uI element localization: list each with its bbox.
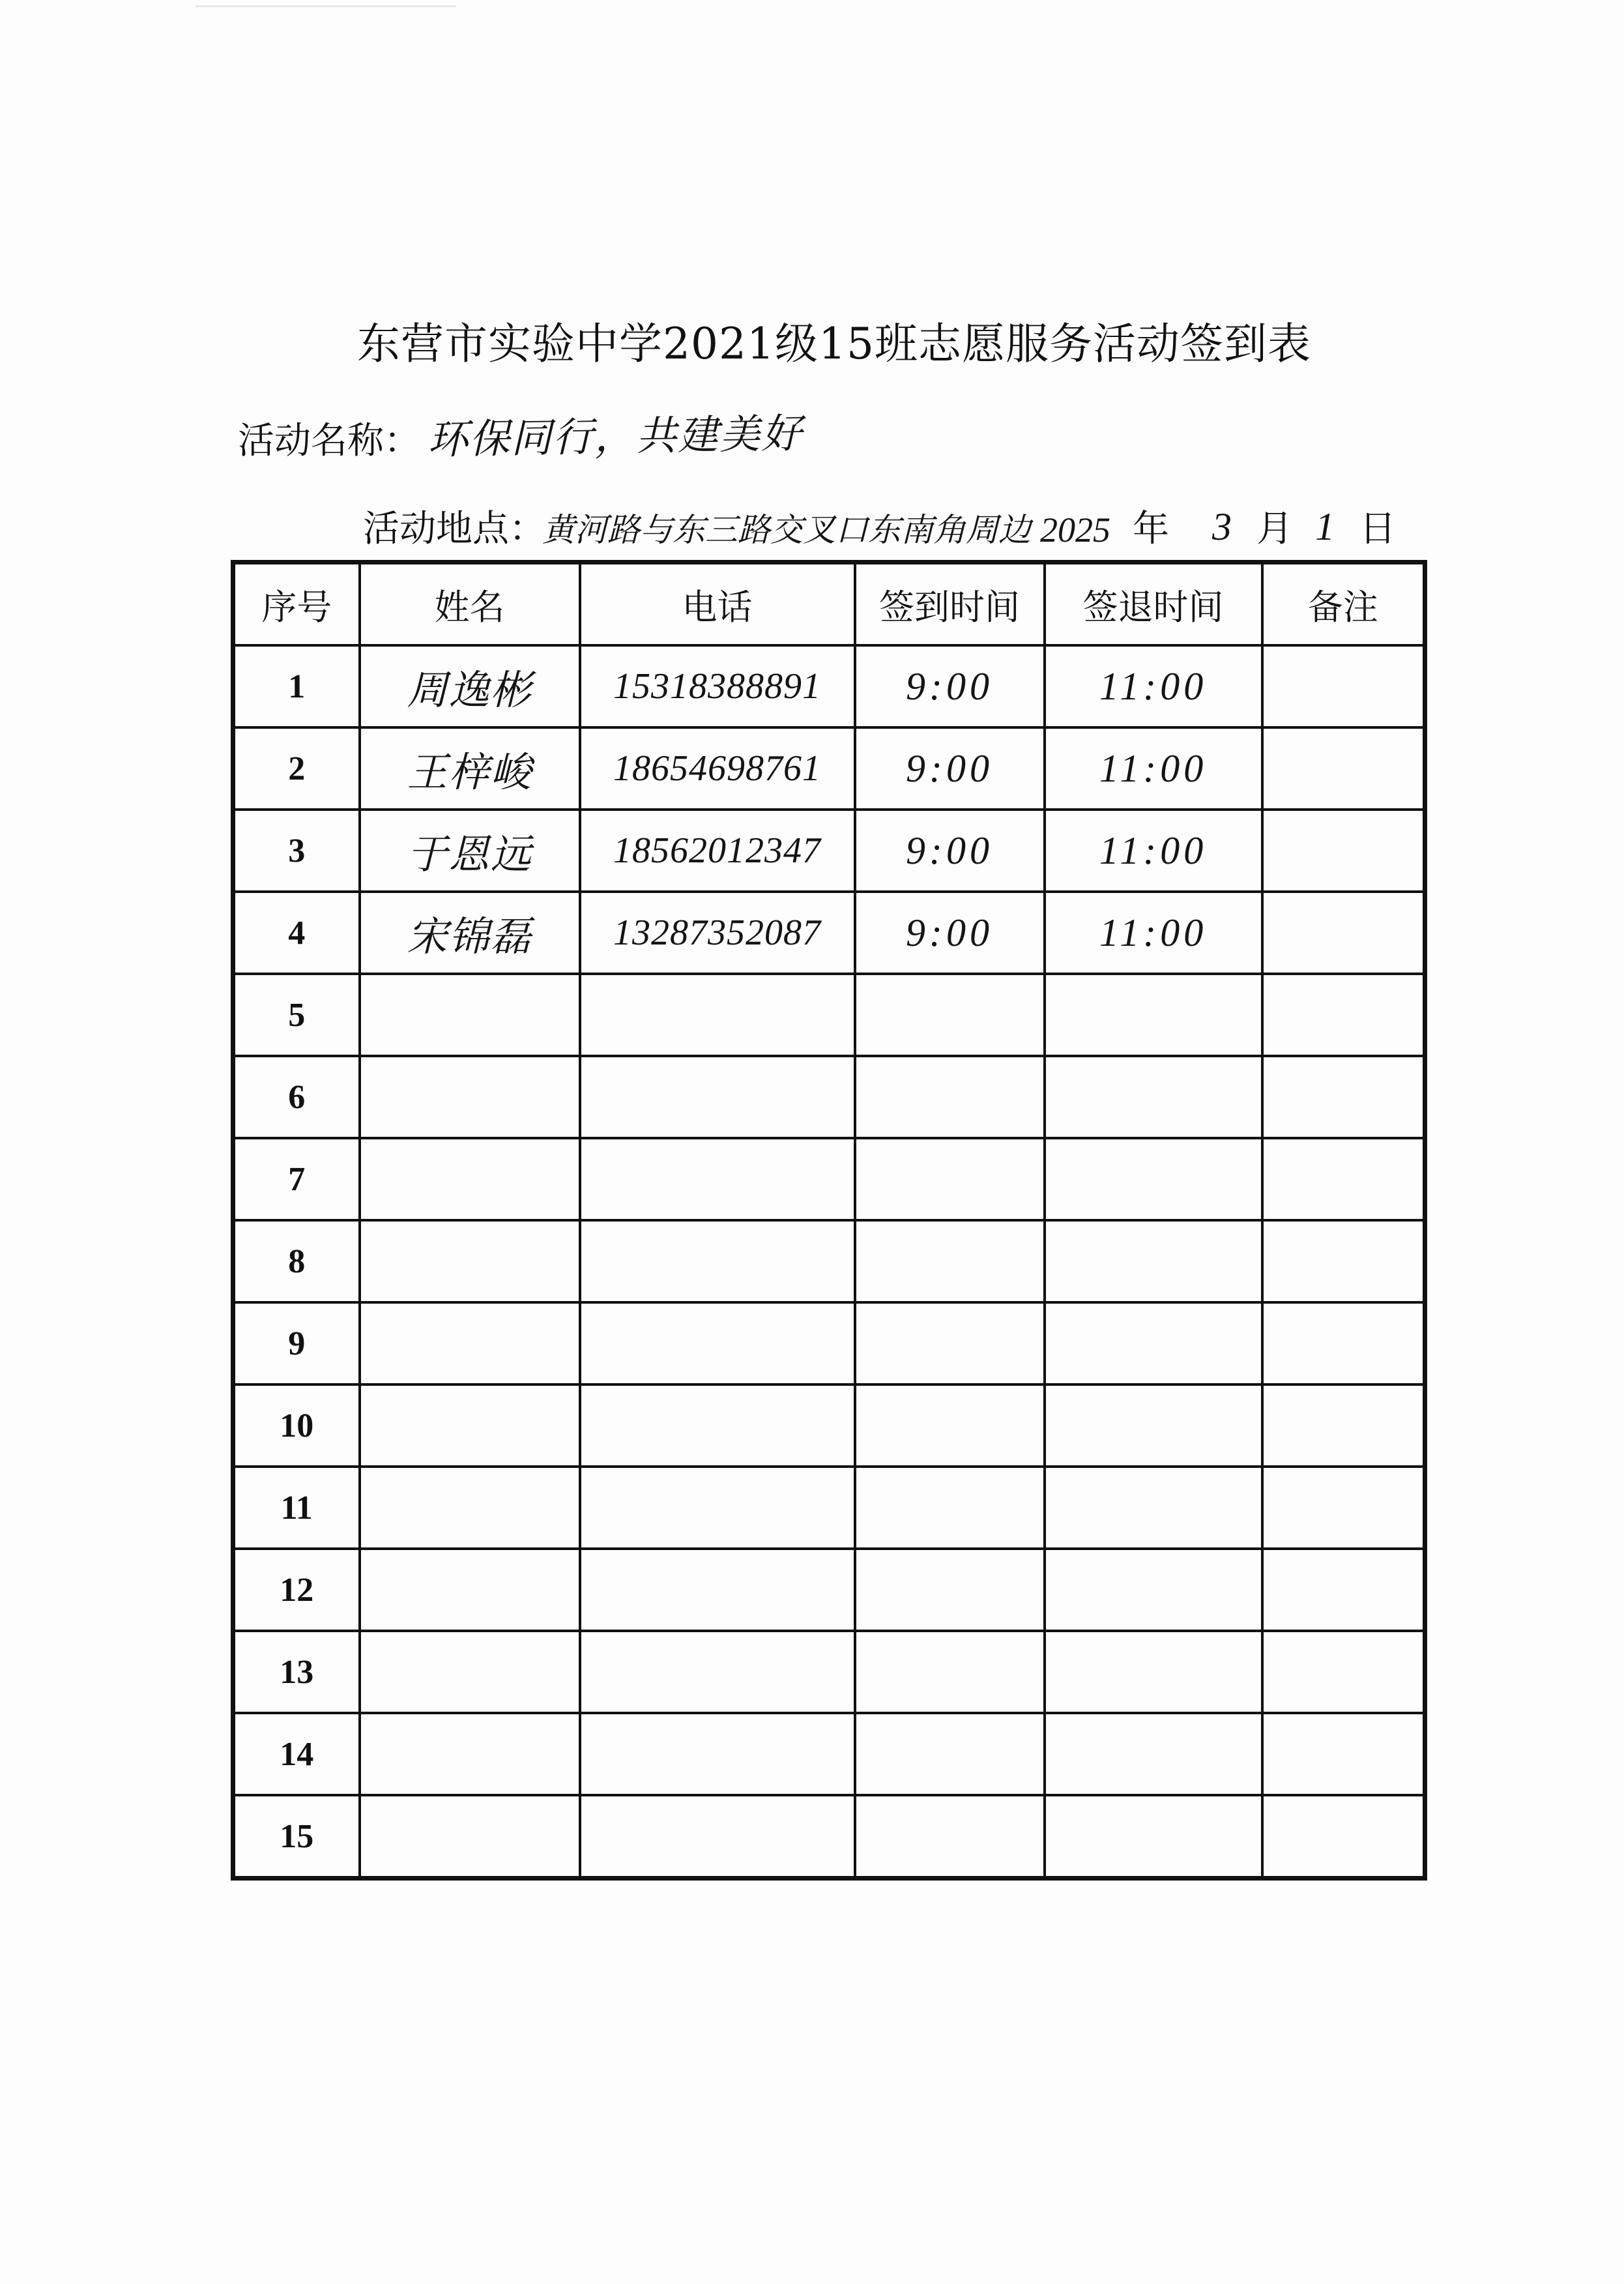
phone-cell: 18562012347 xyxy=(580,810,855,892)
sign-in-time-cell: 9:00 xyxy=(855,892,1045,974)
name-cell xyxy=(360,1220,580,1302)
activity-location-label: 活动地点： xyxy=(363,508,545,550)
sign-out-time-cell: 11:00 xyxy=(1045,892,1262,974)
table-row xyxy=(233,645,1425,727)
name-cell xyxy=(360,1549,580,1631)
row-number: 8 xyxy=(233,1220,360,1302)
sign-in-time-cell xyxy=(855,1138,1045,1220)
sign-out-time-cell xyxy=(1045,974,1262,1056)
sign-in-time-cell xyxy=(855,1220,1045,1302)
table-row xyxy=(233,810,1425,892)
remarks-cell xyxy=(1262,1138,1425,1220)
sign-in-time-cell xyxy=(855,1795,1045,1879)
remarks-cell xyxy=(1262,810,1425,892)
name-cell xyxy=(360,1795,580,1879)
sign-out-time-cell xyxy=(1045,1302,1262,1384)
table-row xyxy=(233,1795,1425,1879)
sign-out-time-cell: 11:00 xyxy=(1045,727,1262,810)
row-number: 12 xyxy=(233,1549,360,1631)
column-header-name: 姓名 xyxy=(360,563,580,646)
row-number: 9 xyxy=(233,1302,360,1384)
sign-out-time-cell: 11:00 xyxy=(1045,810,1262,892)
remarks-cell xyxy=(1262,1384,1425,1467)
remarks-cell xyxy=(1262,1631,1425,1713)
sign-in-table xyxy=(231,560,1427,1881)
sign-in-time-cell: 9:00 xyxy=(855,810,1045,892)
table-row xyxy=(233,974,1425,1056)
phone-cell xyxy=(580,1795,855,1879)
remarks-cell xyxy=(1262,1795,1425,1879)
name-cell xyxy=(360,1056,580,1138)
sign-in-time-cell xyxy=(855,1467,1045,1549)
date-month-handwritten: 3 xyxy=(1212,505,1232,548)
sign-out-time-cell xyxy=(1045,1384,1262,1467)
sign-in-time-cell xyxy=(855,1302,1045,1384)
row-number: 11 xyxy=(233,1467,360,1549)
sign-out-time-cell xyxy=(1045,1220,1262,1302)
phone-cell xyxy=(580,1549,855,1631)
sign-out-time-cell xyxy=(1045,1467,1262,1549)
date-month-label: 月 xyxy=(1256,508,1293,550)
name-cell: 王梓峻 xyxy=(360,727,580,810)
date-day-label: 日 xyxy=(1359,508,1396,550)
column-header-phone: 电话 xyxy=(580,563,855,646)
remarks-cell xyxy=(1262,892,1425,974)
remarks-cell xyxy=(1262,974,1425,1056)
activity-name-handwritten: 环保同行，共建美好 xyxy=(427,411,804,463)
column-header-sign-in-time: 签到时间 xyxy=(855,563,1045,646)
remarks-cell xyxy=(1262,1467,1425,1549)
document-title: 东营市实验中学2021级15班志愿服务活动签到表 xyxy=(357,319,1311,369)
sign-in-time-cell xyxy=(855,1549,1045,1631)
table-header-row xyxy=(233,563,1425,646)
table-row xyxy=(233,1056,1425,1138)
table-row xyxy=(233,1713,1425,1795)
date-day-handwritten: 1 xyxy=(1315,505,1335,548)
row-number: 5 xyxy=(233,974,360,1056)
table-row xyxy=(233,1384,1425,1467)
activity-name-label: 活动名称： xyxy=(238,420,420,462)
sign-in-time-cell xyxy=(855,1056,1045,1138)
row-number: 2 xyxy=(233,727,360,810)
name-cell: 宋锦磊 xyxy=(360,892,580,974)
date-year-handwritten: 2025 xyxy=(1040,510,1110,549)
remarks-cell xyxy=(1262,1713,1425,1795)
row-number: 7 xyxy=(233,1138,360,1220)
row-number: 15 xyxy=(233,1795,360,1879)
sign-in-time-cell xyxy=(855,974,1045,1056)
remarks-cell xyxy=(1262,1549,1425,1631)
phone-cell xyxy=(580,1138,855,1220)
phone-cell xyxy=(580,1384,855,1467)
phone-cell: 13287352087 xyxy=(580,892,855,974)
sign-out-time-cell xyxy=(1045,1713,1262,1795)
table-row xyxy=(233,1138,1425,1220)
name-cell: 周逸彬 xyxy=(360,645,580,727)
sign-out-time-cell: 11:00 xyxy=(1045,645,1262,727)
sign-out-time-cell xyxy=(1045,1795,1262,1879)
sign-out-time-cell xyxy=(1045,1549,1262,1631)
row-number: 13 xyxy=(233,1631,360,1713)
row-number: 4 xyxy=(233,892,360,974)
remarks-cell xyxy=(1262,1056,1425,1138)
phone-cell: 18654698761 xyxy=(580,727,855,810)
row-number: 3 xyxy=(233,810,360,892)
sign-out-time-cell xyxy=(1045,1138,1262,1220)
phone-cell xyxy=(580,1713,855,1795)
table-row xyxy=(233,1467,1425,1549)
phone-cell xyxy=(580,1220,855,1302)
table-row xyxy=(233,727,1425,810)
name-cell xyxy=(360,974,580,1056)
remarks-cell xyxy=(1262,1302,1425,1384)
date-year-label: 年 xyxy=(1133,508,1169,550)
phone-cell xyxy=(580,1631,855,1713)
table-row xyxy=(233,1220,1425,1302)
table-body xyxy=(233,645,1425,1879)
name-cell: 于恩远 xyxy=(360,810,580,892)
name-cell xyxy=(360,1631,580,1713)
name-cell xyxy=(360,1138,580,1220)
sign-out-time-cell xyxy=(1045,1056,1262,1138)
phone-cell xyxy=(580,1467,855,1549)
row-number: 10 xyxy=(233,1384,360,1467)
row-number: 6 xyxy=(233,1056,360,1138)
sign-in-time-cell xyxy=(855,1384,1045,1467)
column-header-remarks: 备注 xyxy=(1262,563,1425,646)
sign-in-time-cell xyxy=(855,1631,1045,1713)
remarks-cell xyxy=(1262,727,1425,810)
name-cell xyxy=(360,1302,580,1384)
remarks-cell xyxy=(1262,1220,1425,1302)
name-cell xyxy=(360,1467,580,1549)
phone-cell: 15318388891 xyxy=(580,645,855,727)
row-number: 14 xyxy=(233,1713,360,1795)
phone-cell xyxy=(580,974,855,1056)
table-row xyxy=(233,1549,1425,1631)
column-header-number: 序号 xyxy=(233,563,360,646)
remarks-cell xyxy=(1262,645,1425,727)
table-row xyxy=(233,1631,1425,1713)
name-cell xyxy=(360,1384,580,1467)
scan-artifact-line xyxy=(196,5,456,7)
sign-in-time-cell: 9:00 xyxy=(855,727,1045,810)
name-cell xyxy=(360,1713,580,1795)
sign-in-time-cell: 9:00 xyxy=(855,645,1045,727)
activity-location-handwritten: 黄河路与东三路交叉口东南角周边 xyxy=(542,512,1031,548)
phone-cell xyxy=(580,1056,855,1138)
sign-in-time-cell xyxy=(855,1713,1045,1795)
row-number: 1 xyxy=(233,645,360,727)
table-row xyxy=(233,892,1425,974)
table-row xyxy=(233,1302,1425,1384)
column-header-sign-out-time: 签退时间 xyxy=(1045,563,1262,646)
sign-out-time-cell xyxy=(1045,1631,1262,1713)
phone-cell xyxy=(580,1302,855,1384)
